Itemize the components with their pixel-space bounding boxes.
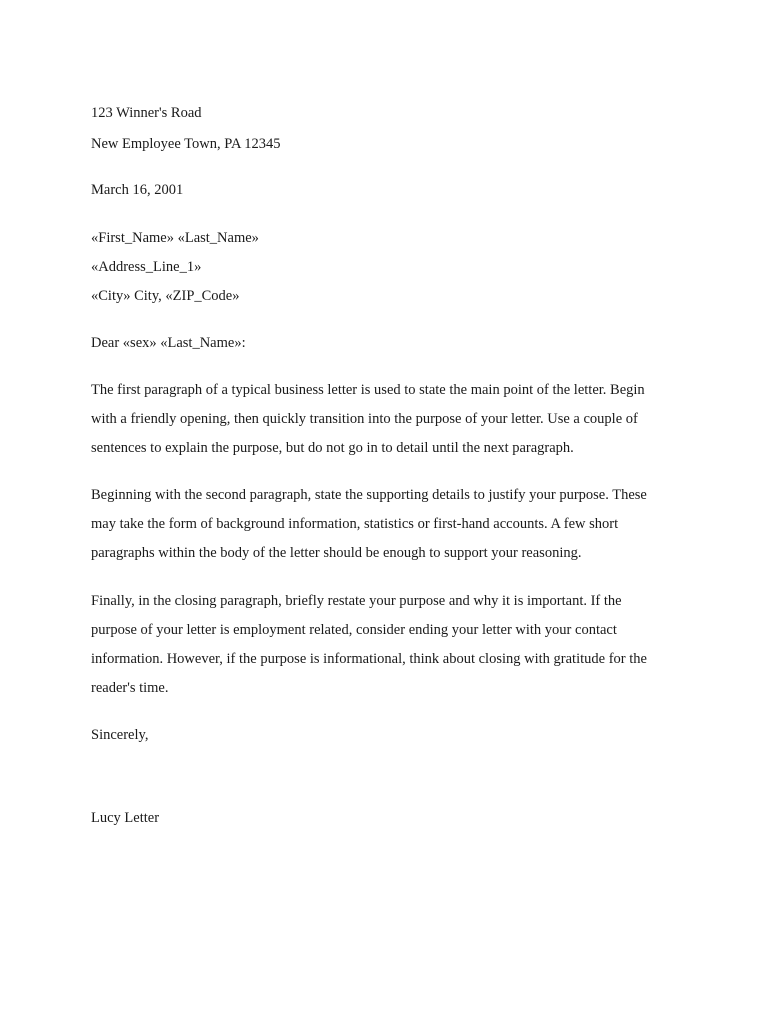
paragraph-line: sentences to explain the purpose, but do not go in to detail until the next paragraph. [91, 440, 574, 456]
paragraph-line: with a friendly opening, then quickly transition into the purpose of your letter. Use a couple of [91, 411, 638, 427]
letter-date: March 16, 2001 [91, 182, 184, 198]
paragraph-line: Beginning with the second paragraph, state the supporting details to justify your purpose. These [91, 487, 647, 503]
paragraph-line: paragraphs within the body of the letter should be enough to support your reasoning. [91, 545, 582, 561]
recipient-address: «Address_Line_1» [91, 259, 202, 275]
signature-name: Lucy Letter [91, 810, 160, 826]
paragraph-line: reader's time. [91, 680, 169, 696]
paragraph-line: purpose of your letter is employment related, consider ending your letter with your contact [91, 622, 617, 638]
body-paragraph-2 [91, 486, 681, 573]
sender-address-line-2: New Employee Town, PA 12345 [91, 136, 281, 152]
closing: Sincerely, [91, 727, 149, 743]
paragraph-line: Finally, in the closing paragraph, briefly restate your purpose and why it is important. If the [91, 593, 622, 609]
body-paragraph-1 [91, 381, 681, 468]
body-paragraph-3 [91, 592, 681, 708]
sender-address-line-1: 123 Winner's Road [91, 105, 202, 121]
recipient-name: «First_Name» «Last_Name» [91, 230, 259, 246]
paragraph-line: The first paragraph of a typical business letter is used to state the main point of the letter. Begin [91, 382, 645, 398]
paragraph-line: information. However, if the purpose is informational, think about closing with gratitude for the [91, 651, 647, 667]
salutation: Dear «sex» «Last_Name»: [91, 335, 246, 351]
paragraph-line: may take the form of background information, statistics or first-hand accounts. A few short [91, 516, 619, 532]
recipient-city-zip: «City» City, «ZIP_Code» [91, 288, 240, 304]
